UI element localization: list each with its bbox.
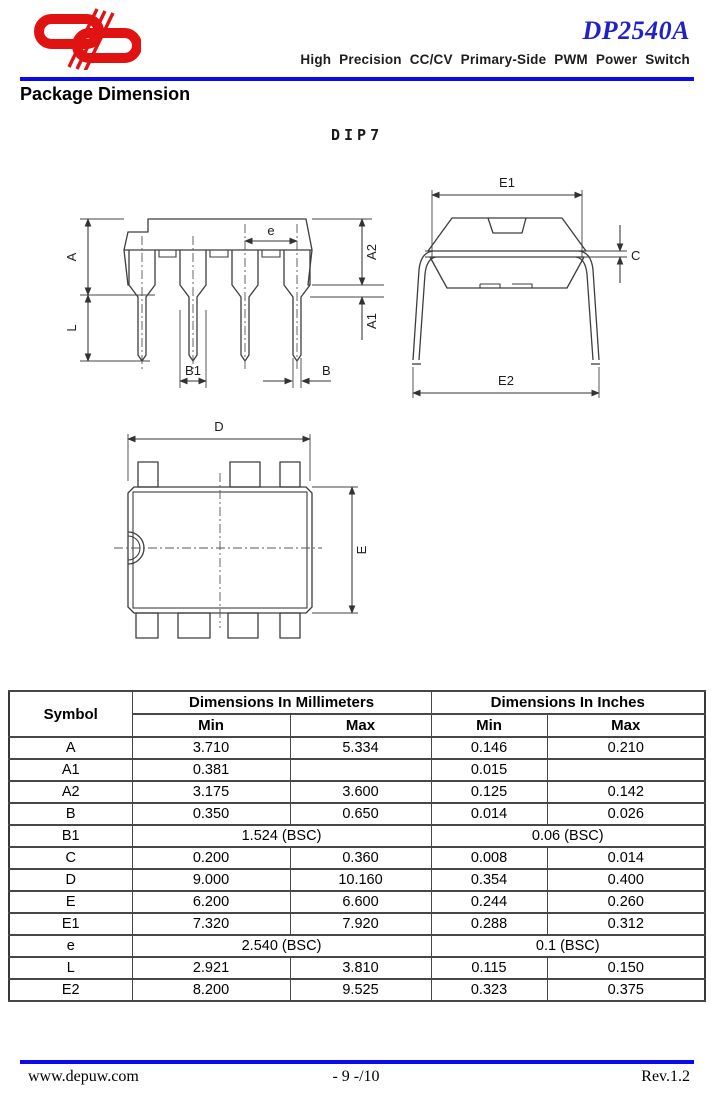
header-group-mm: Dimensions In Millimeters [132,691,431,714]
cell-in-min: 0.015 [431,759,547,781]
dim-label-E: E [354,545,369,555]
cell-in-max [547,759,705,781]
cell-symbol: A [9,737,132,759]
package-side-view-drawing [400,170,712,410]
cell-in-min: 0.323 [431,979,547,1001]
cell-symbol: e [9,935,132,957]
cell-in-min: 0.115 [431,957,547,979]
cell-in-min: 0.146 [431,737,547,759]
package-name: DIP7 [331,126,384,144]
cell-in-min: 0.354 [431,869,547,891]
cell-symbol: L [9,957,132,979]
cell-mm-min: 9.000 [132,869,290,891]
cell-mm-max: 3.810 [290,957,431,979]
dim-label-C: C [631,248,641,263]
table-row [9,891,705,913]
table-row [9,737,705,759]
dim-label-L: L [64,324,79,332]
cell-symbol: A2 [9,781,132,803]
header-group-in: Dimensions In Inches [431,691,705,714]
cell-symbol: B1 [9,825,132,847]
cell-in-max: 0.312 [547,913,705,935]
footer-website: www.depuw.com [28,1068,139,1085]
header-in-min: Min [431,714,547,737]
cell-mm-max: 10.160 [290,869,431,891]
cell-in-span: 0.06 (BSC) [431,825,705,847]
cell-mm-min: 3.175 [132,781,290,803]
dim-label-E2: E2 [498,373,514,388]
cell-in-max: 0.014 [547,847,705,869]
table-row [9,979,705,1001]
cell-mm-max: 7.920 [290,913,431,935]
cell-in-min: 0.008 [431,847,547,869]
section-title: Package Dimension [20,84,191,104]
table-row [9,759,705,781]
cell-symbol: E [9,891,132,913]
table-row-spanned [9,935,705,957]
datasheet-subtitle: High Precision CC/CV Primary-Side PWM Power Switch [300,52,690,67]
dimensions-table [8,690,706,1002]
cell-in-span: 0.1 (BSC) [431,935,705,957]
cell-in-min: 0.125 [431,781,547,803]
cell-symbol: E2 [9,979,132,1001]
cell-symbol: E1 [9,913,132,935]
cell-mm-min: 0.350 [132,803,290,825]
dim-label-B1: B1 [185,363,201,378]
cell-in-min: 0.014 [431,803,547,825]
table-row [9,869,705,891]
table-row [9,803,705,825]
cell-in-max: 0.400 [547,869,705,891]
page-number: - 9 -/10 [332,1068,380,1085]
cell-mm-span: 2.540 (BSC) [132,935,431,957]
cell-in-min: 0.244 [431,891,547,913]
dim-label-A: A [64,252,79,262]
cell-in-max: 0.150 [547,957,705,979]
cell-mm-max: 6.600 [290,891,431,913]
dim-label-A2: A2 [364,244,379,260]
table-row [9,913,705,935]
footer-revision: Rev.1.2 [641,1068,690,1085]
table-row [9,847,705,869]
cell-mm-max: 0.360 [290,847,431,869]
cell-in-max: 0.026 [547,803,705,825]
table-header-row [9,691,705,714]
cell-mm-max: 9.525 [290,979,431,1001]
cell-mm-max: 3.600 [290,781,431,803]
cell-in-max: 0.375 [547,979,705,1001]
dim-label-D: D [214,419,224,434]
cell-symbol: C [9,847,132,869]
cell-in-max: 0.210 [547,737,705,759]
company-logo-icon [33,6,141,70]
header-symbol: Symbol [9,691,132,737]
package-top-view-drawing [100,415,380,655]
cell-mm-min: 8.200 [132,979,290,1001]
cell-symbol: D [9,869,132,891]
cell-in-max: 0.142 [547,781,705,803]
cell-mm-span: 1.524 (BSC) [132,825,431,847]
cell-mm-min: 6.200 [132,891,290,913]
header-rule [20,77,694,81]
table-row [9,781,705,803]
cell-mm-min: 7.320 [132,913,290,935]
cell-mm-max [290,759,431,781]
cell-mm-min: 0.381 [132,759,290,781]
footer-rule [20,1060,694,1064]
dim-label-e: e [267,223,275,238]
cell-mm-min: 3.710 [132,737,290,759]
part-number: DP2540A [582,16,690,45]
dim-label-A1: A1 [364,313,379,329]
cell-mm-min: 0.200 [132,847,290,869]
dim-label-E1: E1 [499,175,515,190]
cell-mm-max: 5.334 [290,737,431,759]
cell-in-max: 0.260 [547,891,705,913]
cell-mm-max: 0.650 [290,803,431,825]
cell-symbol: A1 [9,759,132,781]
header-mm-min: Min [132,714,290,737]
header-mm-max: Max [290,714,431,737]
cell-mm-min: 2.921 [132,957,290,979]
dim-label-B: B [322,363,331,378]
header-in-max: Max [547,714,705,737]
package-front-view-drawing [60,180,390,410]
table-row-spanned [9,825,705,847]
cell-in-min: 0.288 [431,913,547,935]
cell-symbol: B [9,803,132,825]
table-row [9,957,705,979]
